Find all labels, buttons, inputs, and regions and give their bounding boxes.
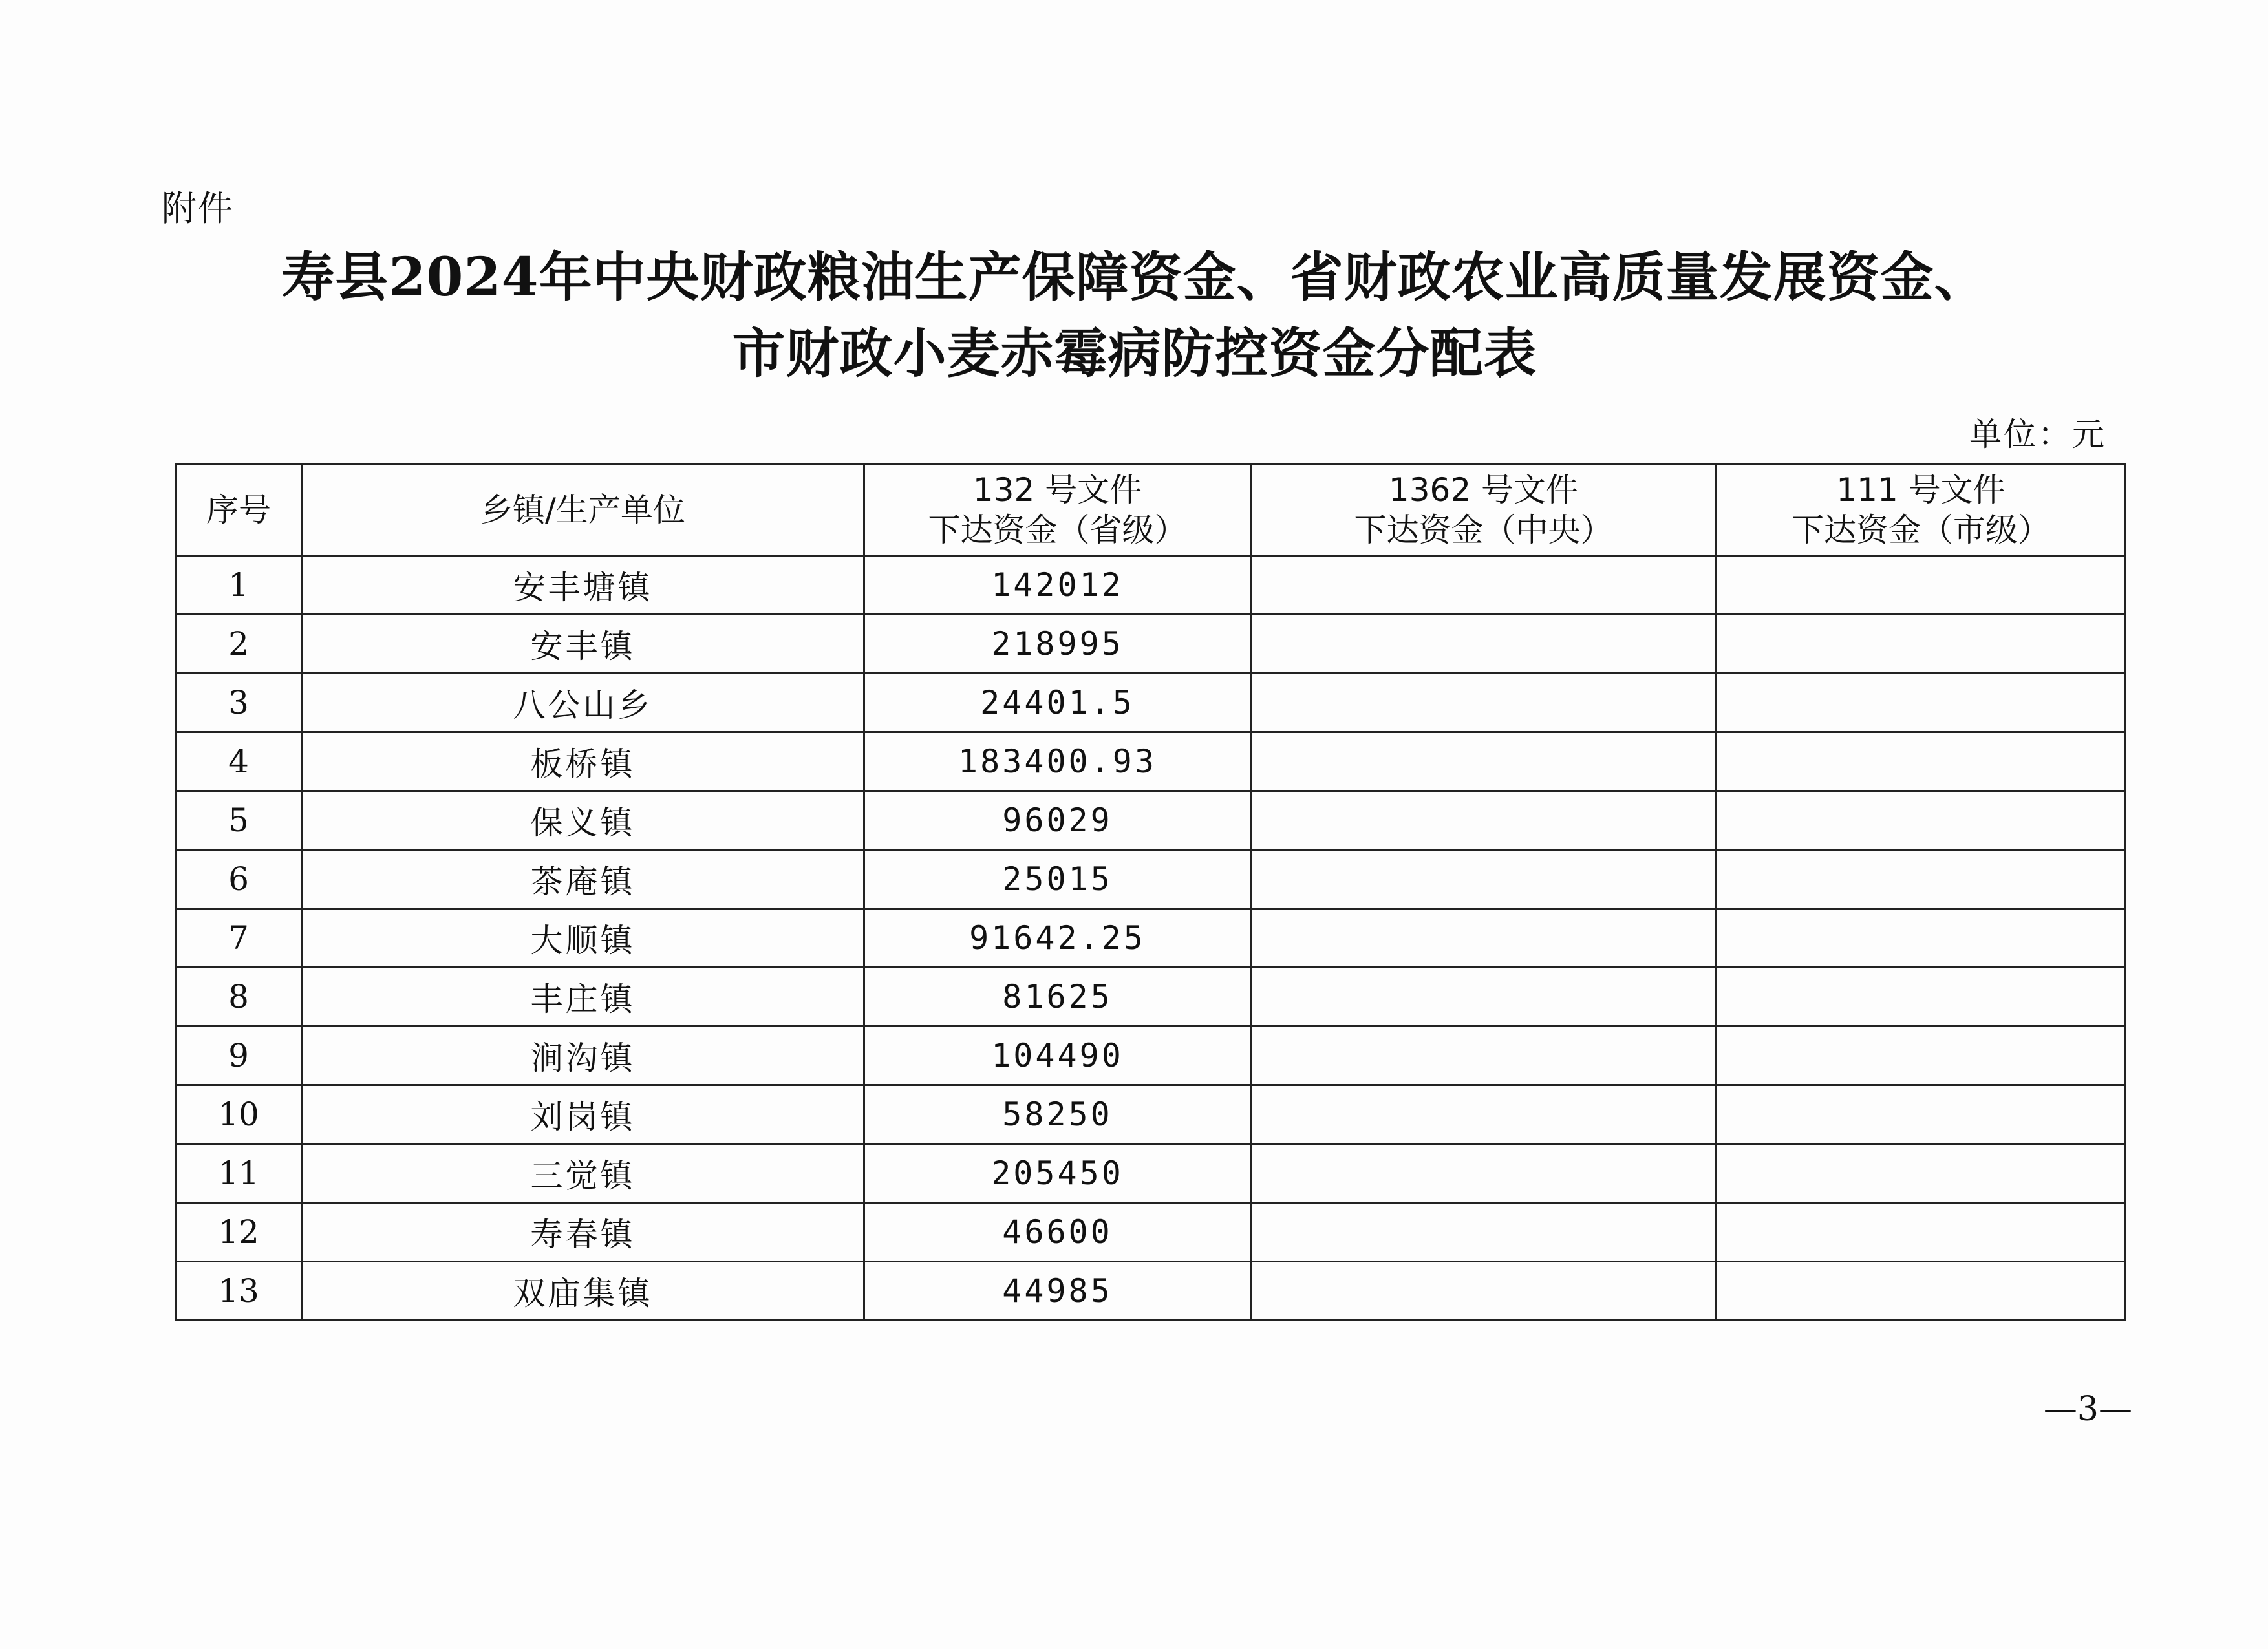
- cell-provincial-funds: 25015: [864, 850, 1251, 909]
- cell-seq: 13: [176, 1262, 302, 1321]
- table-row: [176, 1203, 2126, 1262]
- table-row: [176, 674, 2126, 732]
- header-111: [1717, 464, 2126, 556]
- cell-provincial-funds: 104490: [864, 1027, 1251, 1085]
- table-row: [176, 615, 2126, 674]
- cell-seq: 1: [176, 556, 302, 615]
- unit-label: 单位：元: [1969, 416, 2106, 453]
- cell-town: 八公山乡: [302, 674, 864, 732]
- cell-central-funds: [1251, 1027, 1717, 1085]
- header-town-label: 乡镇/生产单位: [480, 491, 685, 529]
- header-seq: [176, 464, 302, 556]
- cell-seq: 4: [176, 732, 302, 791]
- cell-city-funds: [1717, 615, 2126, 674]
- page-number: —3—: [2043, 1390, 2132, 1429]
- table-row: [176, 968, 2126, 1027]
- cell-central-funds: [1251, 909, 1717, 968]
- header-132: [864, 464, 1251, 556]
- cell-provincial-funds: 183400.93: [864, 732, 1251, 791]
- cell-city-funds: [1717, 732, 2126, 791]
- cell-central-funds: [1251, 1203, 1717, 1262]
- cell-central-funds: [1251, 1262, 1717, 1321]
- cell-town: 茶庵镇: [302, 850, 864, 909]
- cell-provincial-funds: 81625: [864, 968, 1251, 1027]
- cell-seq: 9: [176, 1027, 302, 1085]
- table-row: [176, 1027, 2126, 1085]
- cell-seq: 11: [176, 1144, 302, 1203]
- cell-town: 寿春镇: [302, 1203, 864, 1262]
- table-header-row: [176, 464, 2126, 556]
- cell-central-funds: [1251, 556, 1717, 615]
- cell-provincial-funds: 24401.5: [864, 674, 1251, 732]
- table-row: [176, 732, 2126, 791]
- header-111-line1: 111 号文件: [1836, 471, 2006, 509]
- cell-provincial-funds: 218995: [864, 615, 1251, 674]
- title-line-1: 寿县2024年中央财政粮油生产保障资金、省财政农业高质量发展资金、: [281, 246, 1988, 308]
- cell-city-funds: [1717, 968, 2126, 1027]
- header-town: [302, 464, 864, 556]
- cell-town: 安丰塘镇: [302, 556, 864, 615]
- cell-central-funds: [1251, 850, 1717, 909]
- table-row: [176, 850, 2126, 909]
- cell-town: 三觉镇: [302, 1144, 864, 1203]
- cell-town: 双庙集镇: [302, 1262, 864, 1321]
- cell-provincial-funds: 96029: [864, 791, 1251, 850]
- header-132-line1: 132 号文件: [972, 471, 1142, 509]
- cell-town: 涧沟镇: [302, 1027, 864, 1085]
- header-111-line2: 下达资金（市级）: [1792, 511, 2050, 549]
- document-title: [155, 239, 2114, 392]
- cell-central-funds: [1251, 1085, 1717, 1144]
- cell-seq: 5: [176, 791, 302, 850]
- table-row: [176, 791, 2126, 850]
- cell-seq: 2: [176, 615, 302, 674]
- cell-town: 安丰镇: [302, 615, 864, 674]
- cell-central-funds: [1251, 615, 1717, 674]
- cell-seq: 3: [176, 674, 302, 732]
- cell-town: 大顺镇: [302, 909, 864, 968]
- allocation-table: [175, 463, 2126, 1321]
- header-seq-label: 序号: [206, 491, 271, 529]
- cell-seq: 7: [176, 909, 302, 968]
- cell-city-funds: [1717, 791, 2126, 850]
- cell-town: 丰庄镇: [302, 968, 864, 1027]
- table-row: [176, 1262, 2126, 1321]
- cell-provincial-funds: 46600: [864, 1203, 1251, 1262]
- header-1362-line2: 下达资金（中央）: [1354, 511, 1613, 549]
- attachment-label: 附件: [162, 188, 234, 229]
- cell-city-funds: [1717, 1144, 2126, 1203]
- cell-seq: 12: [176, 1203, 302, 1262]
- cell-central-funds: [1251, 791, 1717, 850]
- cell-city-funds: [1717, 556, 2126, 615]
- title-line-2: 市财政小麦赤霉病防控资金分配表: [732, 323, 1537, 385]
- cell-city-funds: [1717, 674, 2126, 732]
- cell-seq: 10: [176, 1085, 302, 1144]
- cell-city-funds: [1717, 1027, 2126, 1085]
- cell-provincial-funds: 142012: [864, 556, 1251, 615]
- cell-central-funds: [1251, 732, 1717, 791]
- cell-city-funds: [1717, 1203, 2126, 1262]
- cell-seq: 6: [176, 850, 302, 909]
- cell-provincial-funds: 91642.25: [864, 909, 1251, 968]
- cell-town: 刘岗镇: [302, 1085, 864, 1144]
- table-row: [176, 1085, 2126, 1144]
- cell-central-funds: [1251, 968, 1717, 1027]
- table-row: [176, 1144, 2126, 1203]
- cell-central-funds: [1251, 1144, 1717, 1203]
- cell-provincial-funds: 205450: [864, 1144, 1251, 1203]
- cell-central-funds: [1251, 674, 1717, 732]
- table-row: [176, 909, 2126, 968]
- cell-city-funds: [1717, 1085, 2126, 1144]
- cell-provincial-funds: 58250: [864, 1085, 1251, 1144]
- header-1362: [1251, 464, 1717, 556]
- cell-city-funds: [1717, 909, 2126, 968]
- header-1362-line1: 1362 号文件: [1388, 471, 1579, 509]
- cell-town: 保义镇: [302, 791, 864, 850]
- header-132-line2: 下达资金（省级）: [928, 511, 1187, 549]
- cell-city-funds: [1717, 850, 2126, 909]
- cell-town: 板桥镇: [302, 732, 864, 791]
- cell-seq: 8: [176, 968, 302, 1027]
- cell-city-funds: [1717, 1262, 2126, 1321]
- cell-provincial-funds: 44985: [864, 1262, 1251, 1321]
- table-row: [176, 556, 2126, 615]
